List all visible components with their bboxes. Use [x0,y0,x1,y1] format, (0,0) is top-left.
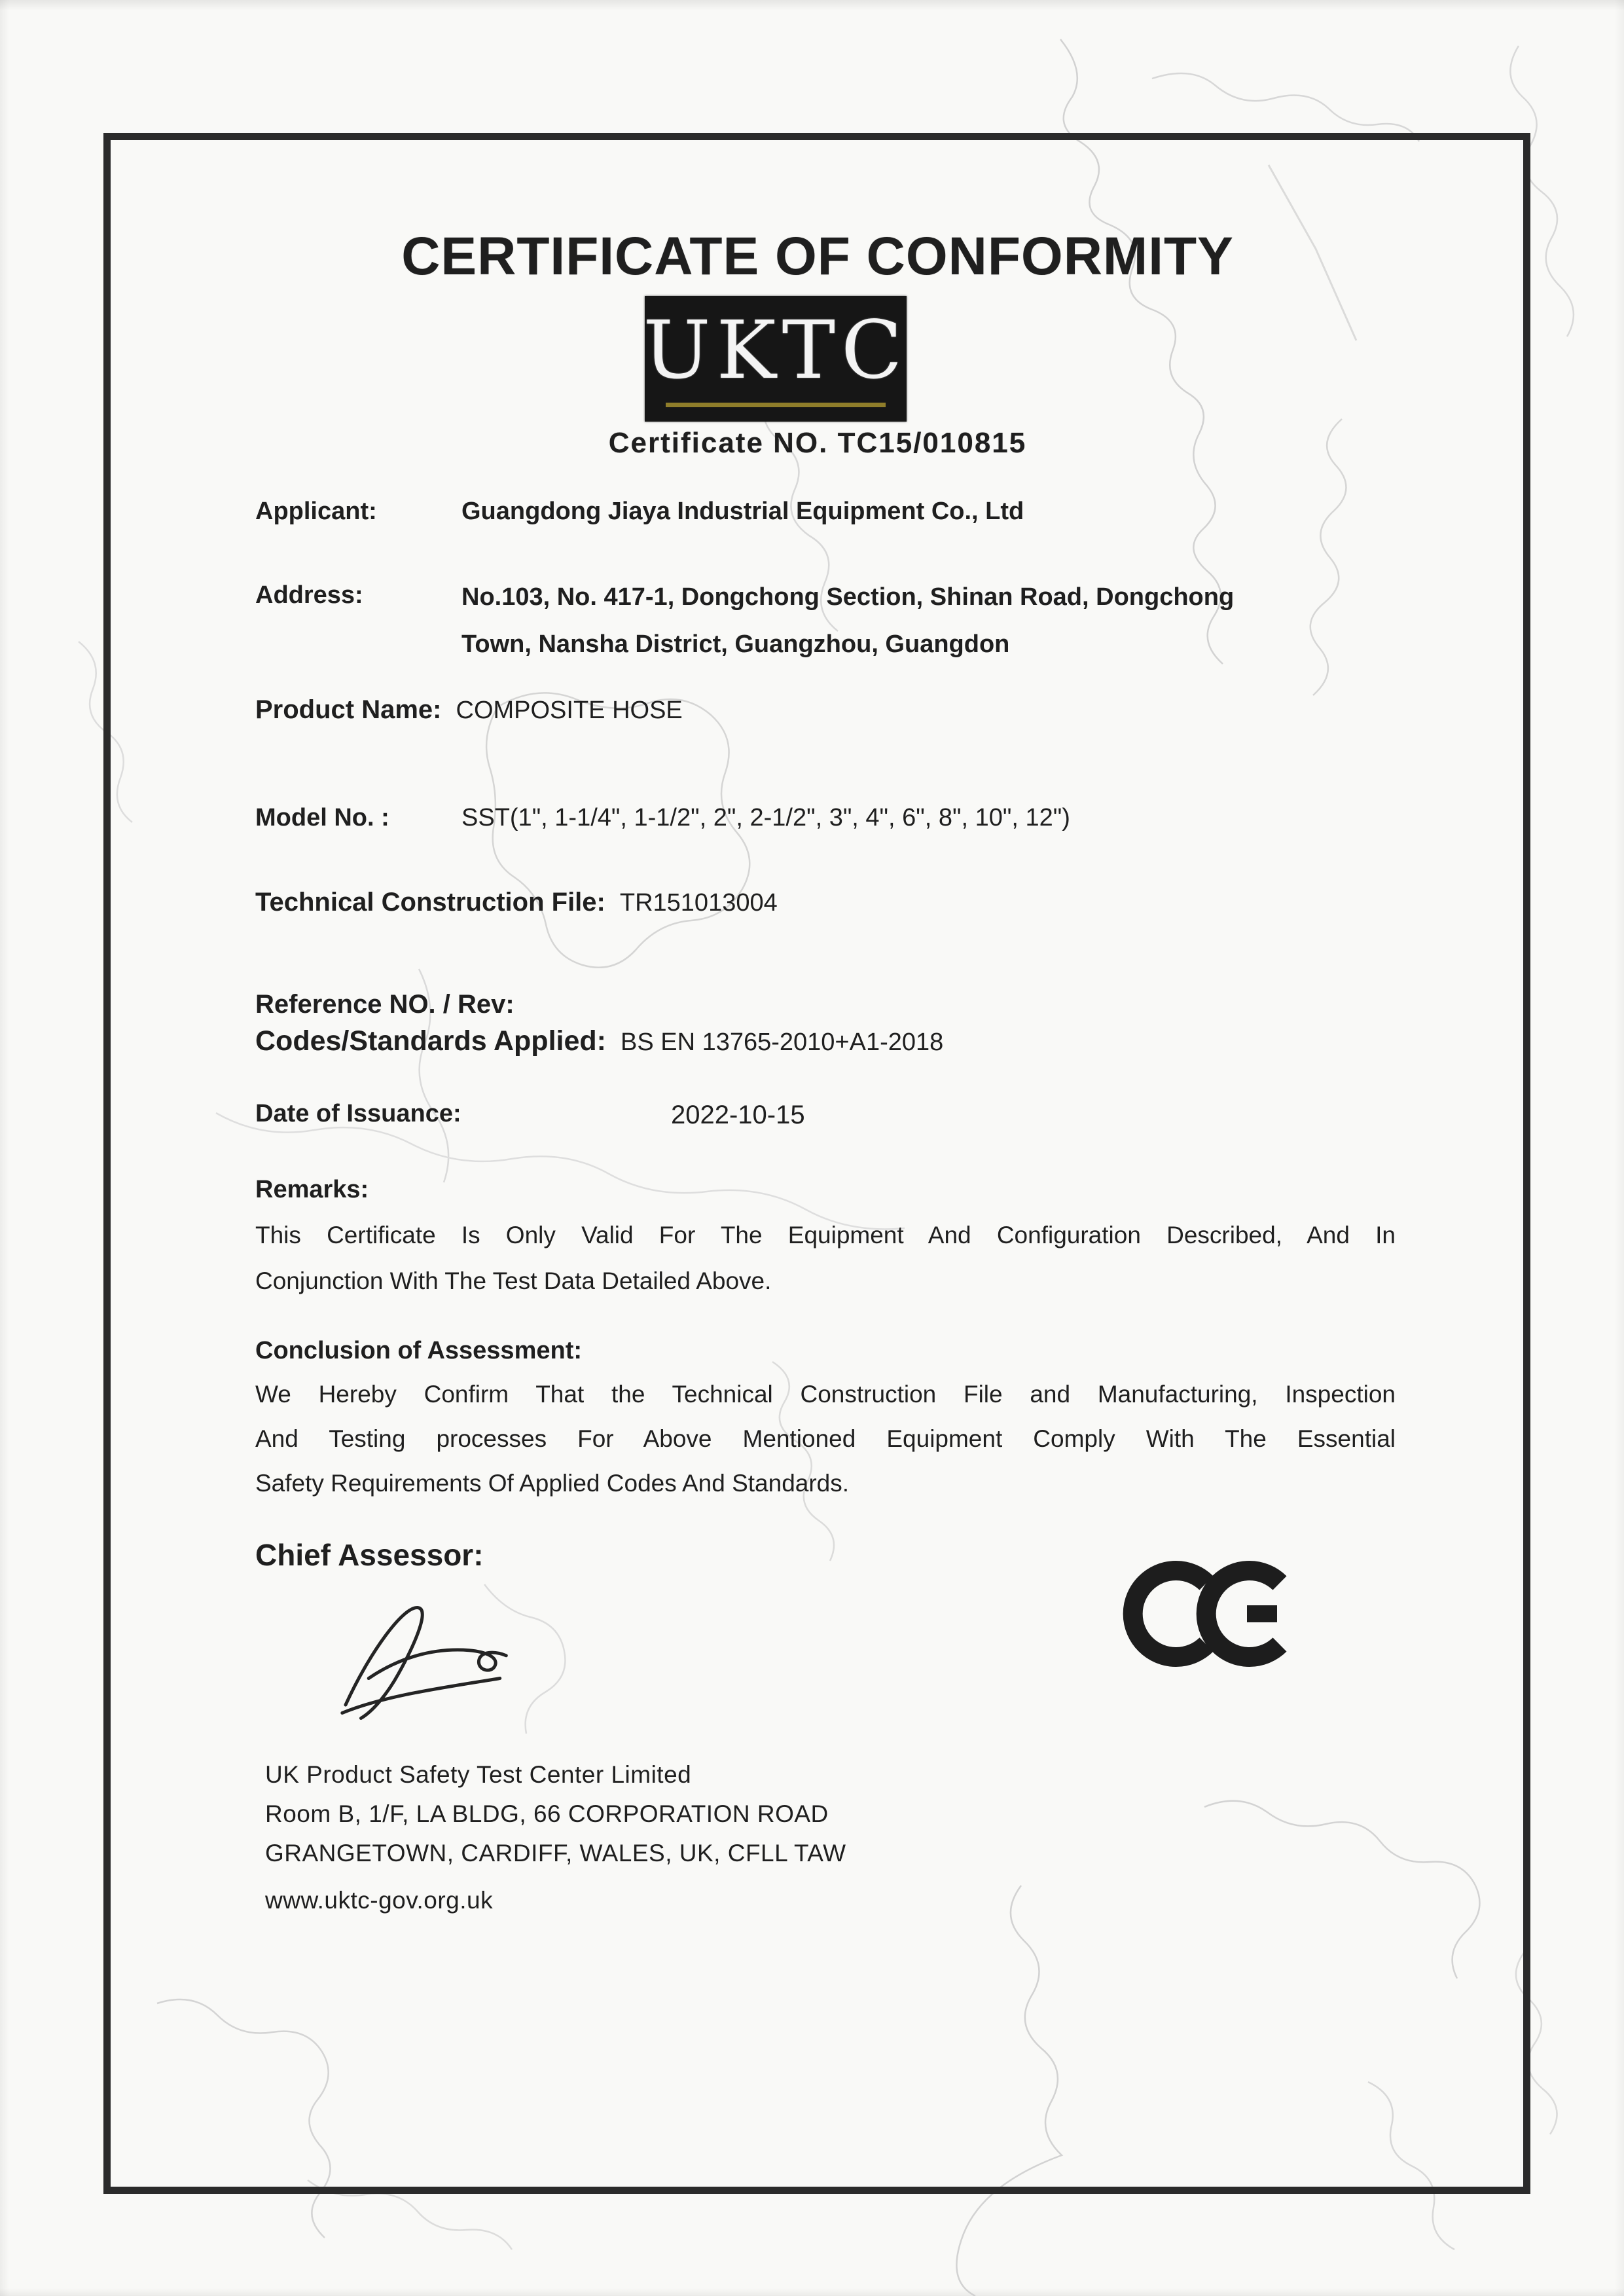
technical-file-label: Technical Construction File: [255,888,605,917]
remarks-paragraph [255,1212,1396,1304]
technical-file-value: TR151013004 [619,889,778,917]
model-no-label: Model No. : [255,804,389,831]
conclusion-line: And Testing processes For Above Mentioned Equipment Comply With The Essential [255,1425,1396,1452]
issuer-company-name: UK Product Safety Test Center Limited [265,1761,692,1788]
remarks-line: Conjunction With The Test Data Detailed Above. [255,1267,772,1294]
uktc-logo-text: UKTC [643,304,909,397]
codes-standards-value: BS EN 13765-2010+A1-2018 [620,1029,944,1056]
codes-standards-label: Codes/Standards Applied: [255,1025,606,1057]
conclusion-heading: Conclusion of Assessment: [255,1337,583,1364]
conclusion-line: Safety Requirements Of Applied Codes And Standards. [255,1470,850,1497]
address-label: Address: [255,581,363,609]
issuer-website: www.uktc-gov.org.uk [265,1887,494,1914]
remarks-line: This Certificate Is Only Valid For The Equipment And Configuration Described, And In [255,1222,1396,1248]
issuer-address-line2: GRANGETOWN, CARDIFF, WALES, UK, CFLL TAW [265,1840,846,1867]
date-of-issuance-row [255,1101,1396,1129]
certificate-number: Certificate NO. TC15/010815 [608,427,1027,459]
codes-standards-row [255,1025,1396,1057]
page-title: CERTIFICATE OF CONFORMITY [401,227,1234,286]
product-name-value: COMPOSITE HOSE [456,697,683,724]
model-no-row [255,805,1396,831]
applicant-row [255,499,1396,525]
applicant-value: Guangdong Jiaya Industrial Equipment Co., Ltd [461,498,1024,525]
applicant-label: Applicant: [255,498,377,525]
product-name-row [255,695,1396,725]
issuer-address-line1: Room B, 1/F, LA BLDG, 66 CORPORATION ROAD [265,1800,829,1827]
product-name-label: Product Name: [255,695,442,724]
model-no-value: SST(1", 1-1/4", 1-1/2", 2", 2-1/2", 3", 4", 6", 8", 10", 12") [461,804,1070,831]
ce-mark-icon [1123,1553,1294,1675]
address-row [255,574,1396,668]
reference-label: Reference NO. / Rev: [255,990,514,1019]
uktc-logo [645,296,907,422]
remarks-heading: Remarks: [255,1176,369,1203]
chief-assessor-signature [326,1582,550,1728]
technical-file-row [255,888,1396,917]
address-value-line1: No.103, No. 417-1, Dongchong Section, Shinan Road, Dongchong [461,583,1235,611]
conclusion-line: We Hereby Confirm That the Technical Construction File and Manufacturing, Inspection [255,1381,1396,1408]
address-value-line2: Town, Nansha District, Guangzhou, Guangdon [461,630,1010,658]
uktc-logo-gold-underline-icon [666,403,886,407]
date-of-issuance-label: Date of Issuance: [255,1100,461,1127]
date-of-issuance-value: 2022-10-15 [671,1101,805,1129]
chief-assessor-heading: Chief Assessor: [255,1538,484,1572]
conclusion-paragraph [255,1372,1396,1506]
